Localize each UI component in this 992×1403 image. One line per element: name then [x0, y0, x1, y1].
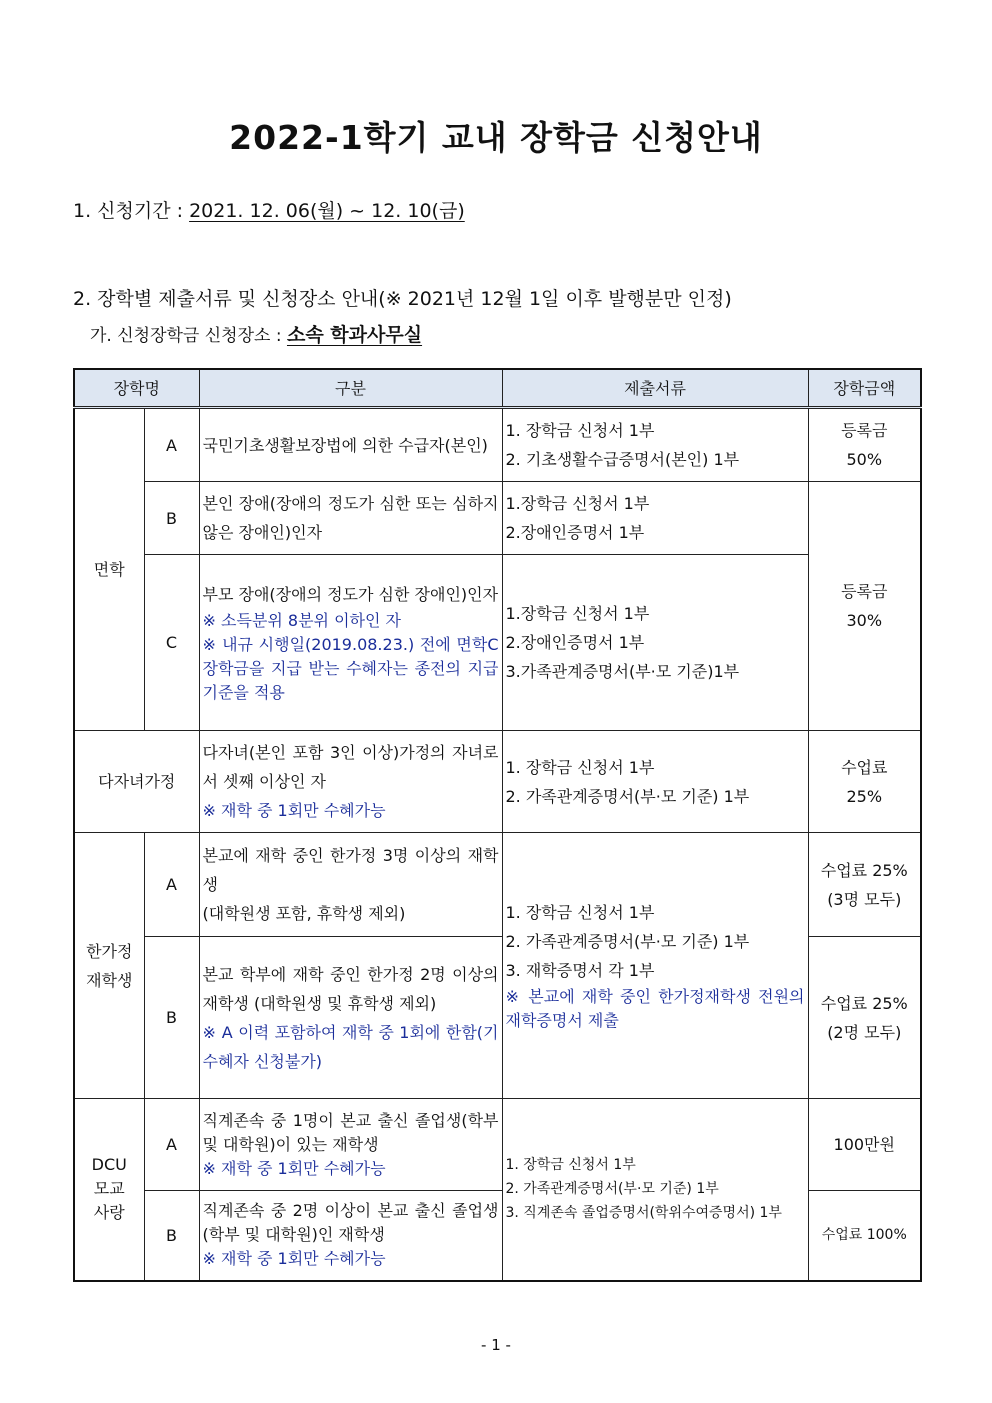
section2-heading: 2. 장학별 제출서류 및 신청장소 안내(※ 2021년 12월 1일 이후 발행분만 인정) [73, 288, 732, 310]
scholarship-table [73, 368, 922, 1282]
desc-dcu-a: 직계존속 중 1명이 본교 출신 졸업생(학부 및 대학원)이 있는 재학생 ※ 재학 중 1회만 수혜가능 [199, 1099, 502, 1191]
amount-family-a: 수업료 25% (3명 모두) [808, 833, 921, 937]
amount-multichild: 수업료 25% [808, 731, 921, 833]
header-category: 구분 [199, 369, 502, 408]
period-value: 2021. 12. 06(월) ~ 12. 10(금) [189, 200, 465, 222]
desc-dcu-b: 직계존속 중 2명 이상이 본교 출신 졸업생(학부 및 대학원)인 재학생 ※ 재학 중 1회만 수혜가능 [199, 1191, 502, 1281]
note-dcu-a: ※ 재학 중 1회만 수혜가능 [202, 1158, 386, 1178]
place-label: 가. 신청장학금 신청장소 : [90, 326, 282, 346]
amount-dcu-b: 수업료 100% [808, 1191, 921, 1281]
code-myeonhak-c: C [144, 555, 199, 731]
scholarship-family: 한가정 재학생 [74, 833, 144, 1099]
page-number: - 1 - [481, 1336, 511, 1354]
docs-myeonhak-b: 1.장학금 신청서 1부 2.장애인증명서 1부 [502, 482, 808, 555]
desc-myeonhak-b: 본인 장애(장애의 정도가 심한 또는 심하지 않은 장애인)인자 [199, 482, 502, 555]
docs-myeonhak-a: 1. 장학금 신청서 1부 2. 기초생활수급증명서(본인) 1부 [502, 408, 808, 482]
code-myeonhak-b: B [144, 482, 199, 555]
scholarship-myeonhak: 면학 [74, 408, 144, 731]
desc-myeonhak-c: 부모 장애(장애의 정도가 심한 장애인)인자 ※ 소득분위 8분위 이하인 자 ※ 내규 시행일(2019.08.23.) 전에 면학C장학금을 지급 받는 수혜자는 종전의 지급기준을 적용 [199, 555, 502, 731]
note-dcu-b: ※ 재학 중 1회만 수혜가능 [202, 1249, 386, 1269]
docs-family: 1. 장학금 신청서 1부 2. 가족관계증명서(부·모 기준) 1부 3. 재학증명서 각 1부 ※ 본교에 재학 중인 한가정재학생 전원의 재학증명서 제출 [502, 833, 808, 1099]
code-family-b: B [144, 937, 199, 1099]
scholarship-dcu: DCU 모교 사랑 [74, 1099, 144, 1281]
docs-myeonhak-c: 1.장학금 신청서 1부 2.장애인증명서 1부 3.가족관계증명서(부·모 기준)1부 [502, 555, 808, 731]
docs-multichild: 1. 장학금 신청서 1부 2. 가족관계증명서(부·모 기준) 1부 [502, 731, 808, 833]
code-dcu-b: B [144, 1191, 199, 1281]
header-name: 장학명 [74, 369, 199, 408]
header-documents: 제출서류 [502, 369, 808, 408]
code-family-a: A [144, 833, 199, 937]
code-dcu-a: A [144, 1099, 199, 1191]
page-title: 2022-1학기 교내 장학금 신청안내 [229, 118, 763, 157]
amount-myeonhak-a: 등록금 50% [808, 408, 921, 482]
note-family-docs: ※ 본교에 재학 중인 한가정재학생 전원의 재학증명서 제출 [505, 987, 805, 1030]
desc-myeonhak-a: 국민기초생활보장법에 의한 수급자(본인) [199, 408, 502, 482]
note-family-b: ※ A 이력 포함하여 재학 중 1회에 한함(기 수혜자 신청불가) [202, 1022, 499, 1071]
application-place [90, 320, 422, 347]
note-multichild: ※ 재학 중 1회만 수혜가능 [202, 801, 386, 820]
amount-family-b: 수업료 25% (2명 모두) [808, 937, 921, 1099]
application-period [73, 196, 465, 223]
note-rule: ※ 내규 시행일(2019.08.23.) 전에 면학C장학금을 지급 받는 수혜자는 종전의 지급기준을 적용 [202, 635, 499, 702]
amount-myeonhak-bc: 등록금 30% [808, 482, 921, 731]
code-myeonhak-a: A [144, 408, 199, 482]
docs-dcu: 1. 장학금 신청서 1부 2. 가족관계증명서(부·모 기준) 1부 3. 직계존속 졸업증명서(학위수여증명서) 1부 [502, 1099, 808, 1281]
period-label: 1. 신청기간 : [73, 200, 184, 222]
amount-dcu-a: 100만원 [808, 1099, 921, 1191]
desc-family-a: 본교에 재학 중인 한가정 3명 이상의 재학생 (대학원생 포함, 휴학생 제외) [199, 833, 502, 937]
header-amount: 장학금액 [808, 369, 921, 408]
note-income: ※ 소득분위 8분위 이하인 자 [202, 611, 401, 630]
scholarship-multichild: 다자녀가정 [74, 731, 199, 833]
desc-multichild: 다자녀(본인 포함 3인 이상)가정의 자녀로서 셋째 이상인 자 ※ 재학 중 1회만 수혜가능 [199, 731, 502, 833]
place-value: 소속 학과사무실 [286, 324, 423, 346]
desc-family-b: 본교 학부에 재학 중인 한가정 2명 이상의 재학생 (대학원생 및 휴학생 제외) ※ A 이력 포함하여 재학 중 1회에 한함(기 수혜자 신청불가) [199, 937, 502, 1099]
